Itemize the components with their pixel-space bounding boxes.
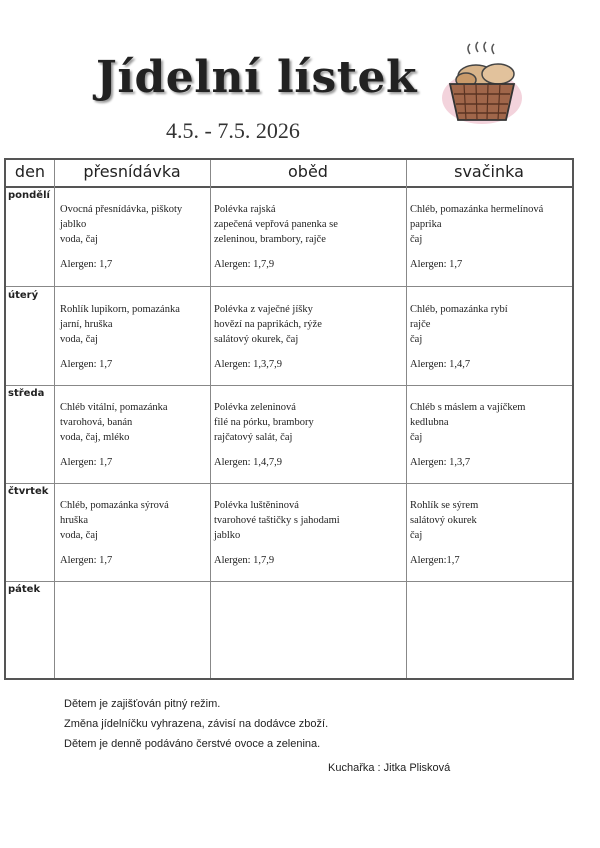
header-day: den (14, 162, 46, 181)
menu-header-row (6, 160, 572, 188)
thursday-lunch: Polévka luštěninová tvarohové taštičky s jahodami jablko Alergen: 1,7,9 (214, 500, 340, 566)
wednesday-afternoon-snack: Chléb s máslem a vajíčkem kedlubna čaj Alergen: 1,3,7 (410, 402, 526, 468)
header-snack: přesnídávka (83, 162, 181, 181)
tuesday-lunch: Polévka z vaječné jíšky hovězí na paprikách, rýže salátový okurek, čaj Alergen: 1,3,7,9 (214, 304, 322, 370)
cook-signature: Kuchařka : Jitka Plisková (328, 762, 451, 774)
wednesday-lunch: Polévka zeleninová filé na pórku, brambory rajčatový salát, čaj Alergen: 1,4,7,9 (214, 402, 314, 468)
note-line: Dětem je zajišťován pitný režim. (64, 698, 221, 710)
day-friday: pátek (8, 584, 41, 595)
thursday-afternoon-snack: Rohlík se sýrem salátový okurek čaj Alergen:1,7 (410, 500, 479, 566)
column-divider (210, 160, 211, 678)
day-tuesday: úterý (8, 290, 39, 301)
monday-snack: Ovocná přesnídávka, piškoty jablko voda, čaj Alergen: 1,7 (60, 204, 183, 270)
note-line: Změna jídelníčku vyhrazena, závisí na dodávce zboží. (64, 718, 329, 730)
day-thursday: čtvrtek (8, 486, 49, 497)
notes (64, 694, 328, 754)
tuesday-afternoon-snack: Chléb, pomazánka rybí rajče čaj Alergen: 1,4,7 (410, 304, 508, 370)
row-divider (6, 286, 572, 287)
row-divider (6, 385, 572, 386)
header-afternoon-snack: svačinka (454, 162, 524, 181)
monday-lunch: Polévka rajská zapečená vepřová panenka se zeleninou, brambory, rajče Alergen: 1,7,9 (214, 204, 338, 270)
tuesday-snack: Rohlík lupikorn, pomazánka jarní, hruška voda, čaj Alergen: 1,7 (60, 304, 180, 370)
day-monday: pondělí (8, 190, 50, 201)
day-wednesday: středa (8, 388, 45, 399)
thursday-snack: Chléb, pomazánka sýrová hruška voda, čaj Alergen: 1,7 (60, 500, 169, 566)
header-lunch: oběd (288, 162, 328, 181)
page-title: Jídelní lístek (96, 52, 418, 103)
menu-table (4, 158, 574, 680)
wednesday-snack: Chléb vitální, pomazánka tvarohová, banán voda, čaj, mléko Alergen: 1,7 (60, 402, 168, 468)
bread-basket-icon (432, 40, 528, 130)
row-divider (6, 483, 572, 484)
date-range: 4.5. - 7.5. 2026 (166, 118, 300, 143)
column-divider (54, 160, 55, 678)
column-divider (406, 160, 407, 678)
row-divider (6, 581, 572, 582)
note-line: Dětem je denně podáváno čerstvé ovoce a zelenina. (64, 738, 321, 750)
monday-afternoon-snack: Chléb, pomazánka hermelínová paprika čaj Alergen: 1,7 (410, 204, 544, 270)
